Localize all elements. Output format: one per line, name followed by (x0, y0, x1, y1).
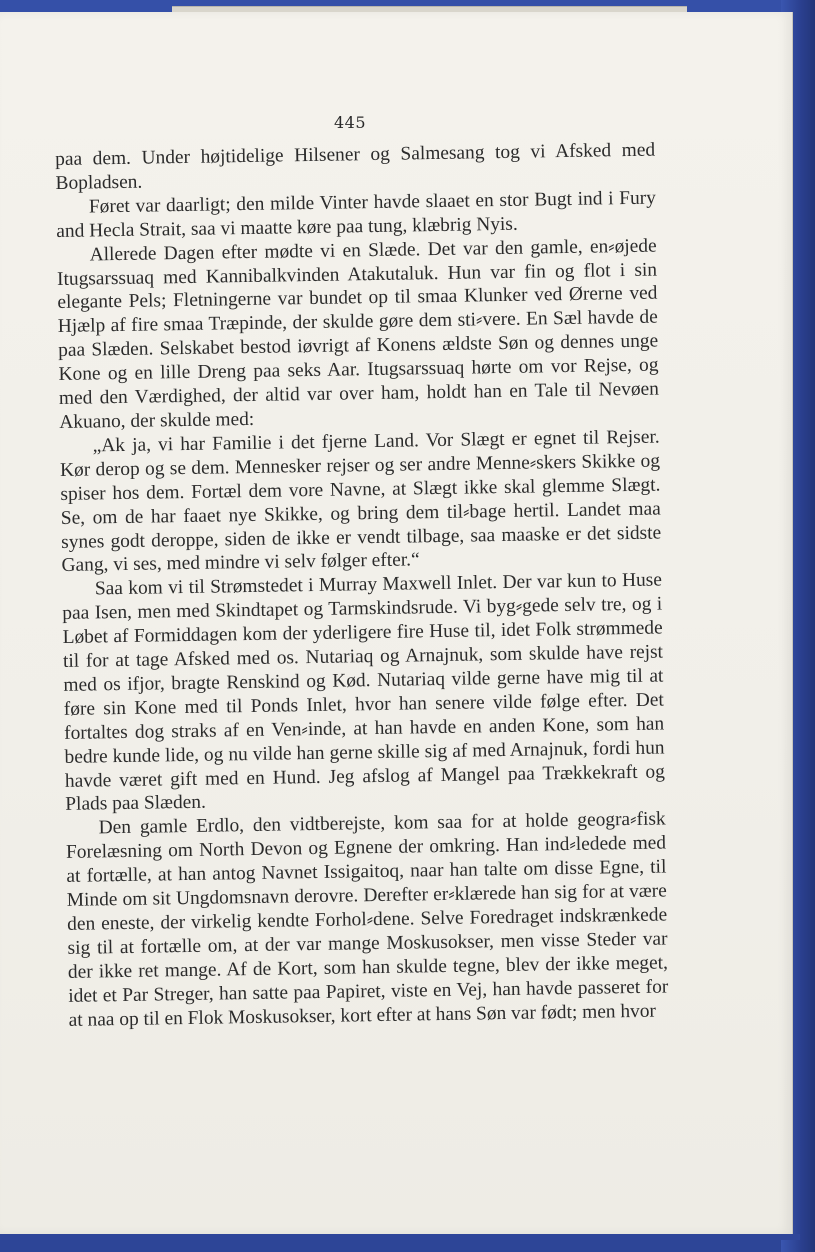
paragraph-1: paa dem. Under højtidelige Hilsener og Salmesang tog vi Afsked med Bopladsen. (55, 139, 656, 194)
paragraph-5: Saa kom vi til Strømstedet i Murray Maxwell Inlet. Der var kun to Huse paa Isen, men med Skindtapet og Tarmskindsrude. Vi byg⸗gede selv tre, og i Løbet af Formiddagen kom der yderligere fire Huse til, idet Folk strømmede til for at tage Afsked med os. Nutariaq og Arnajnuk, som skulde have rejst med os ifjor, bragte Renskind og Kød. Nutariaq vilde gerne have mig til at føre sin Kone med til Ponds Inlet, hvor han senere vilde følge efter. Det fortaltes dog straks af en Ven⸗inde, at han havde en anden Kone, som han bedre kunde lide, og nu vilde han gerne skille sig af med Arnajnuk, fordi hun havde været gift med en Hund. Jeg afslog af Mangel paa Trækkekraft og Plads paa Slæden. (62, 569, 666, 816)
cover-bottom-edge (0, 1234, 800, 1240)
paragraph-2: Føret var daarligt; den milde Vinter havde slaaet en stor Bugt ind i Fury and Hecla Strait, saa vi maatte køre paa tung, klæbrig Nyis. (56, 187, 657, 242)
body-text (55, 139, 669, 1033)
book-page (0, 12, 793, 1235)
paragraph-6: Den gamle Erdlo, den vidtberejste, kom saa for at holde geogra⸗fisk Forelæsning om North Devon og Egnene der omkring. Han ind⸗ledede med at fortælle, at han antog Navnet Issigaitoq, naar han talte om disse Egne, til Minde om sit Ungdomsnavn derovre. Derefter er⸗klærede han sig for at være den eneste, der virkelig kendte Forhol⸗dene. Selve Foredraget indskrænkede sig til at fortælle om, at der var mange Moskusokser, men visse Steder var der ikke ret mange. Af de Kort, som han skulde tegne, blev der ikke meget, idet et Par Streger, han satte paa Papiret, viste en Vej, han havde passeret for at naa op til en Flok Moskusokser, kort efter at hans Søn var født; men hvor (65, 808, 669, 1031)
page-number: 445 (333, 113, 367, 132)
paragraph-3: Allerede Dagen efter mødte vi en Slæde. Det var den gamle, en⸗øjede Itugsarssuaq med Kannibalkvinden Atakutaluk. Hun var fin og flot i sin elegante Pels; Fletningerne var bundet op til smaa Klunker ved Ørerne ved Hjælp af fire smaa Træpinde, der skulde gøre dem sti⸗vere. En Sæl havde de paa Slæden. Selskabet bestod iøvrigt af Konens ældste Søn og dennes unge Kone og en lille Dreng paa seks Aar. Itugsarssuaq hørte om vor Rejse, og med den Værdighed, der altid var over ham, holdt han en Tale til Nevøen Akuano, der skulde med: (56, 235, 660, 433)
paragraph-4: „Ak ja, vi har Familie i det fjerne Land. Vor Slægt er egnet til Rejser. Kør derop og se dem. Mennesker rejser og ser andre Menne⸗skers Skikke og spiser hos dem. Fortæl dem vore Navne, at Slægt ikke skal glemme Slægt. Se, om de har faaet nye Skikke, og bring dem til⸗bage hertil. Landet maa synes godt deroppe, siden de ikke er vendt tilbage, saa maaske er det sidste Gang, vi ses, med mindre vi selv følger efter.“ (59, 426, 662, 577)
